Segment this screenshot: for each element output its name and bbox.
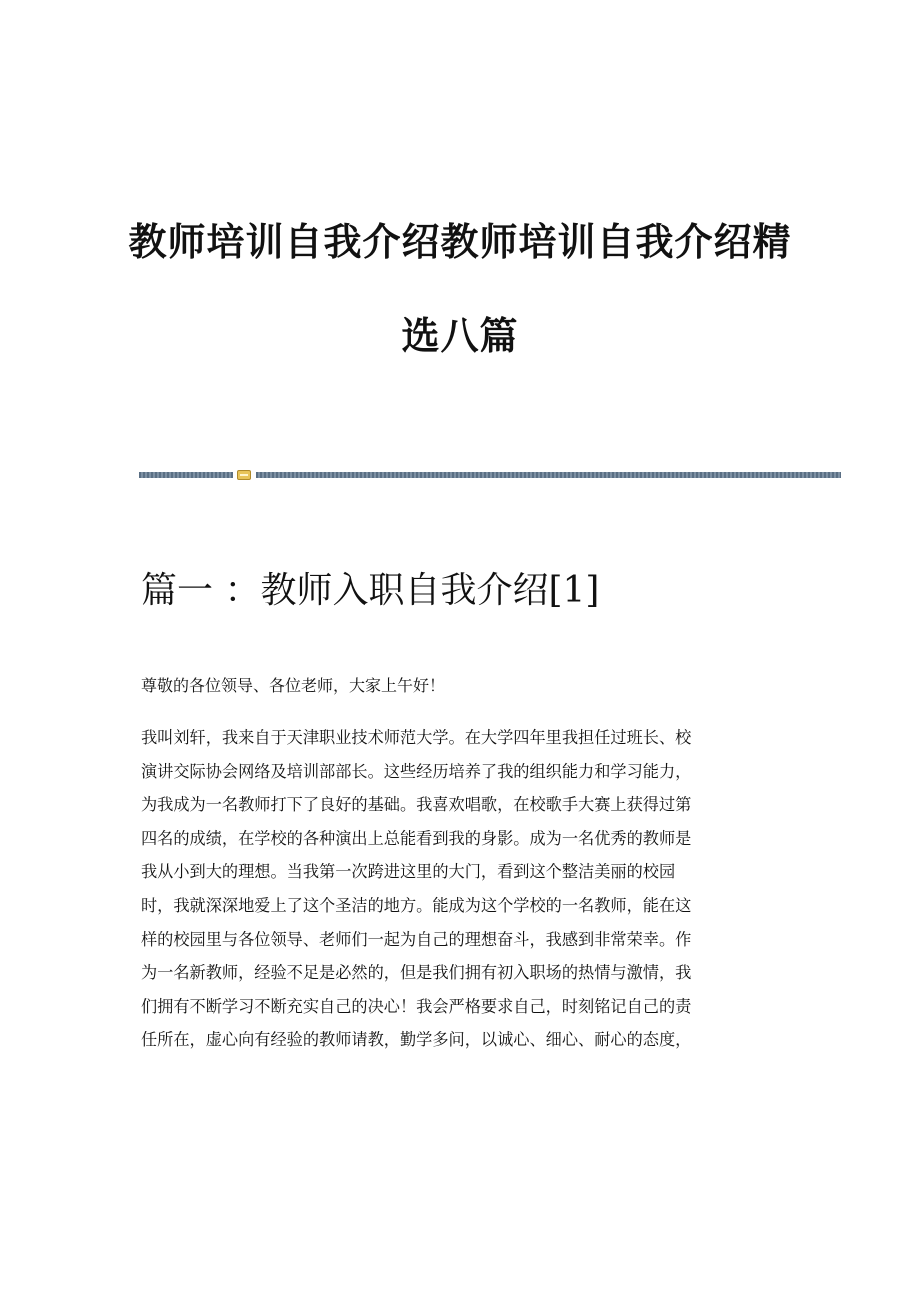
body-line: 我叫刘轩，我来自于天津职业技术师范大学。在大学四年里我担任过班长、校: [141, 728, 692, 747]
body-line: 为我成为一名教师打下了良好的基础。我喜欢唱歌，在校歌手大赛上获得过第: [141, 795, 692, 815]
section-heading: 篇一 ：教师入职自我介绍[1]: [141, 570, 600, 611]
body-line: 我从小到大的理想。当我第一次跨进这里的大门，看到这个整洁美丽的校园: [141, 862, 676, 882]
divider-bar-right: [256, 472, 841, 478]
body-line: 演讲交际协会网络及培训部部长。这些经历培养了我的组织能力和学习能力，: [141, 761, 692, 781]
section-divider: [139, 470, 841, 480]
body-paragraph: [141, 728, 691, 1064]
divider-ornament-icon: [237, 470, 251, 480]
document-title-line-1: 教师培训自我介绍教师培训自我介绍精: [128, 220, 792, 264]
body-line: 为一名新教师，经验不足是必然的，但是我们拥有初入职场的热情与激情，我: [141, 963, 692, 983]
body-line: 样的校园里与各位领导、老师们一起为自己的理想奋斗，我感到非常荣幸。作: [141, 929, 692, 949]
divider-bar-left: [139, 472, 233, 478]
body-line: 们拥有不断学习不断充实自己的决心！我会严格要求自己，时刻铭记自己的责: [141, 996, 692, 1016]
greeting-paragraph: 尊敬的各位领导、各位老师，大家上午好！: [141, 676, 446, 695]
body-line: 四名的成绩，在学校的各种演出上总能看到我的身影。成为一名优秀的教师是: [141, 828, 692, 848]
document-title-line-2: 选八篇: [401, 314, 519, 358]
body-line: 时，我就深深地爱上了这个圣洁的地方。能成为这个学校的一名教师，能在这: [141, 895, 692, 915]
body-line: 任所在，虚心向有经验的教师请教，勤学多问，以诚心、细心、耐心的态度，: [141, 1030, 692, 1050]
